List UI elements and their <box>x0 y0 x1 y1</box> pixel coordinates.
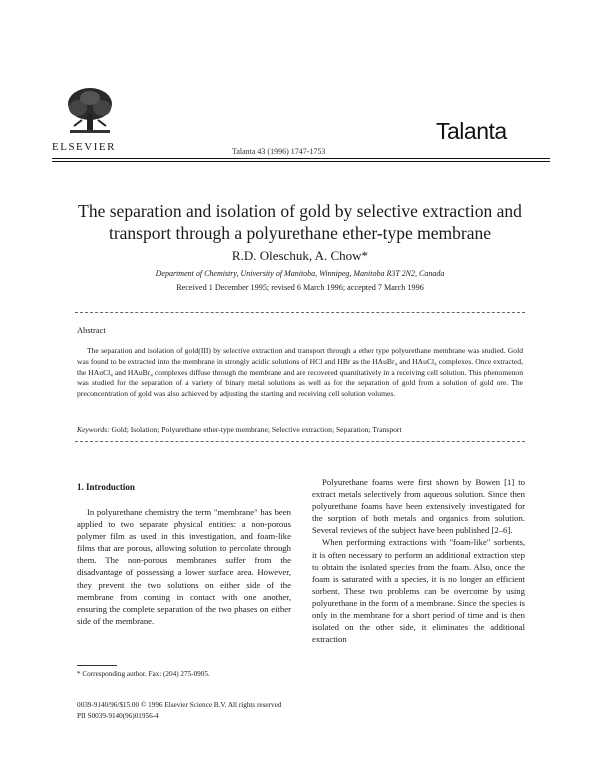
article-title: The separation and isolation of gold by selective extraction and transport through a polyurethane ether-type membrane <box>78 201 522 243</box>
copyright-block <box>77 700 317 722</box>
abstract-bottom-rule <box>75 441 525 442</box>
abstract-text: The separation and isolation of gold(III) by selective extraction and transport through a ether type polyurethane membrane was studied. Gold was found to be extracted into the membrane in strongly acidic solutions of HCl and HBr as the HAuBr₄ and HAuCl₄ complexes. Once extracted, the HAuCl₄ and HAuBr₄ complexes diffuse through the membrane and are recovered quantitatively in a receiving cell solution. This phenomenon was studied for the separation of a variety of binary metal solutions as well as for the separation of gold from a solution of gold ore. The preconcentration of gold was also achieved by adjusting the starting and receiving cell solution volumes. <box>77 346 523 399</box>
keywords-text: Gold; Isolation; Polyurethane ether-type membrane; Selective extraction; Separation; Transport <box>111 425 402 434</box>
introduction-paragraph-2: Polyurethane foams were first shown by Bowen [1] to extract metals selectively from aqueous solution. Since then polyurethane foams have been extensively investigated for the sorption of both metals and organics from solution. Several reviews of the subject have been published [2–6]. <box>312 477 525 536</box>
right-column <box>312 476 525 645</box>
pii-line: PII S0039-9140(96)01956-4 <box>77 712 159 720</box>
corresponding-author-footnote: * Corresponding author. Fax: (204) 275-0905. <box>77 670 210 678</box>
author-affiliation: Department of Chemistry, University of Manitoba, Winnipeg, Manitoba R3T 2N2, Canada <box>155 269 445 278</box>
keywords-label: Keywords: <box>77 425 110 434</box>
citation-line: Talanta 43 (1996) 1747-1753 <box>232 147 326 156</box>
journal-header <box>0 0 600 160</box>
keywords <box>77 425 523 434</box>
issn-copyright-line: 0039-9140/96/$15.00 © 1996 Elsevier Science B.V. All rights reserved <box>77 701 282 709</box>
abstract-heading: Abstract <box>77 325 106 335</box>
introduction-paragraph-1: In polyurethane chemistry the term "membrane" has been applied to two separate physical entities: a non-porous polymer film as used in this investigation, and foam-like films that are porous, allowing solution to percolate through them. The non-porous membranes suffer from the disadvantage of possessing a lower surface area. However, they prevent the two solutions on either side of the membrane from coming in contact with one another, ensuring the complete separation of the two phases on either side of the membrane. <box>77 507 291 626</box>
publisher-name: ELSEVIER <box>52 141 116 153</box>
header-rule-thin <box>52 161 550 162</box>
footnote-rule <box>77 665 117 666</box>
left-column <box>77 476 291 627</box>
abstract-top-rule <box>75 312 525 313</box>
article-authors: R.D. Oleschuk, A. Chow* <box>231 248 369 263</box>
received-dates: Received 1 December 1995; revised 6 March 1996; accepted 7 March 1996 <box>176 283 424 292</box>
header-rule <box>52 158 550 159</box>
journal-title: Talanta <box>436 118 507 144</box>
introduction-paragraph-3: When performing extractions with "foam-like" sorbents, it is often necessary to perform an additional extraction step to obtain the isolated species from the foam. Also, once the foam is saturated with a species, it is no longer an efficient sorbent. These two problems can be overcome by using polyurethane in the form of a membrane. Since the species is only in the membrane for a short period of time and is then isolated on the other side, it eliminates the additional extraction <box>312 537 525 645</box>
elsevier-tree-icon <box>64 86 116 136</box>
section-heading-introduction: 1. Introduction <box>77 482 135 492</box>
